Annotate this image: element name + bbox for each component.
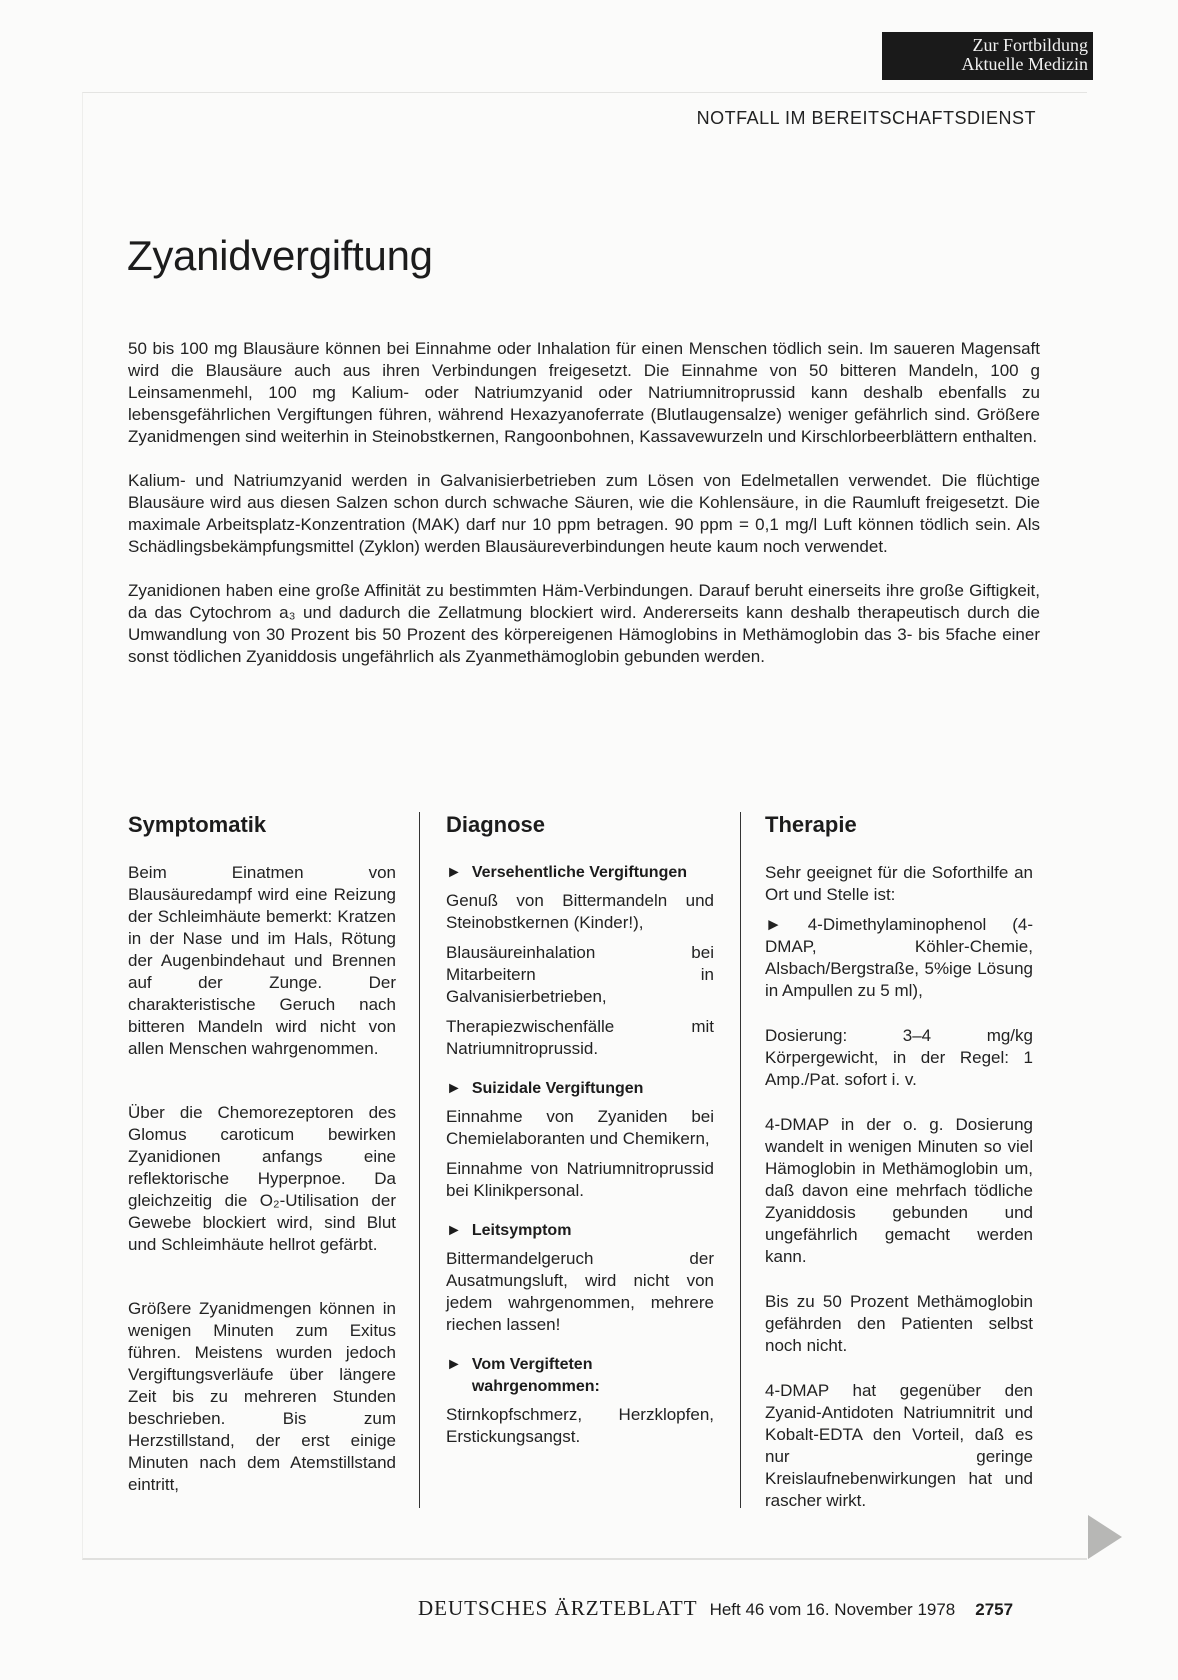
diagnose-item: Genuß von Bittermandeln und Steinobstkernen (Kinder!), — [446, 891, 714, 932]
diagnose-item: Einnahme von Natriumnitroprussid bei Klinikpersonal. — [446, 1159, 714, 1200]
symptomatik-paragraph: Beim Einatmen von Blausäuredampf wird eine Reizung der Schleimhäute bemerkt: Kratzen in der Nase und im Hals, Rötung der Augenbindehaut und Brennen auf der Zunge. Der charakteristische Geruch nach bitteren Mandeln wird nicht von allen Menschen wahrgenommen. — [128, 863, 396, 1058]
page-footer — [418, 1596, 1013, 1621]
diagnose-item: Stirnkopfschmerz, Herzklopfen, Erstickungsangst. — [446, 1405, 714, 1446]
therapie-paragraph: ► 4-Dimethylaminophenol (4-DMAP, Köhler-Chemie, Alsbach/Bergstraße, 5%ige Lösung in Ampullen zu 5 ml), — [765, 915, 1033, 1000]
intro-paragraph: Zyanidionen haben eine große Affinität zu bestimmten Häm-Verbindungen. Darauf beruht einerseits ihre große Giftigkeit, da das Cytochrom a₃ und dadurch die Zellatmung blockiert wird. Andererseits kann deshalb therapeutisch durch die Umwandlung von 30 Prozent bis 50 Prozent des körpereigenen Hämoglobins in Methämoglobin das 3- bis 5fache einer sonst tödlichen Zyaniddosis ungefährlich als Zyanmethämoglobin gebunden werden. — [128, 581, 1040, 666]
column-symptomatik — [128, 812, 396, 1538]
therapie-heading: Therapie — [765, 812, 857, 837]
column-divider — [419, 812, 420, 1508]
subheading-versehentlich — [446, 862, 714, 884]
diagnose-item: Einnahme von Zyaniden bei Chemielaboranten und Chemikern, — [446, 1107, 714, 1148]
diagnose-heading: Diagnose — [446, 812, 546, 837]
symptomatik-heading: Symptomatik — [128, 812, 267, 837]
intro-text — [128, 338, 1040, 690]
section-header: NOTFALL IM BEREITSCHAFTSDIENST — [696, 108, 1036, 128]
subheading-leitsymptom — [446, 1220, 714, 1242]
therapie-paragraph: Bis zu 50 Prozent Methämoglobin gefährden den Patienten selbst noch nicht. — [765, 1292, 1033, 1355]
badge-line-1: Zur Fortbildung — [972, 35, 1088, 55]
journal-name: DEUTSCHES ÄRZTEBLATT — [418, 1596, 698, 1620]
badge-line-2: Aktuelle Medizin — [961, 54, 1088, 74]
triangle-right-icon: ► — [446, 1222, 462, 1239]
continue-arrow-icon — [1088, 1515, 1122, 1559]
triangle-right-icon: ► — [446, 1356, 462, 1373]
page-number: 2757 — [975, 1600, 1014, 1619]
triangle-right-icon: ► — [446, 864, 462, 881]
symptomatik-paragraph: Über die Chemorezeptoren des Glomus caroticum bewirken Zyanidionen anfangs eine reflektorische Hyperpnoe. Da gleichzeitig die O₂-Utilisation der Gewebe blockiert wird, sind Blut und Schleimhäute hellrot gefärbt. — [128, 1103, 396, 1254]
article-title: Zyanidvergiftung — [127, 232, 433, 279]
therapie-paragraph: Sehr geeignet für die Soforthilfe an Ort und Stelle ist: — [765, 863, 1033, 904]
category-badge — [882, 32, 1093, 80]
subheading-label: Versehentliche Vergiftungen — [471, 864, 688, 881]
subheading-wahrgenommen — [446, 1354, 714, 1398]
column-therapie — [765, 812, 1033, 1535]
triangle-right-icon: ► — [446, 1080, 462, 1097]
diagnose-item: Bittermandelgeruch der Ausatmungsluft, wird nicht von jedem wahrgenommen, mehrere riechen lassen! — [446, 1249, 714, 1334]
diagnose-item: Blausäureinhalation bei Mitarbeitern in Galvanisierbetrieben, — [446, 943, 714, 1006]
therapie-paragraph: 4-DMAP in der o. g. Dosierung wandelt in wenigen Minuten so viel Hämoglobin in Methämoglobin um, daß davon eine mehrfach tödliche Zyaniddosis gebunden und ungefährlich gemacht werden kann. — [765, 1115, 1033, 1266]
subheading-suizidal — [446, 1078, 714, 1100]
issue-info: Heft 46 vom 16. November 1978 — [709, 1600, 956, 1619]
symptomatik-paragraph: Größere Zyanidmengen können in wenigen Minuten zum Exitus führen. Meistens wurden jedoch Vergiftungsverläufe über längere Zeit bis zu mehreren Stunden beschrieben. Bis zum Herzstillstand, der erst einige Minuten nach dem Atemstillstand eintritt, — [128, 1299, 396, 1494]
intro-paragraph: 50 bis 100 mg Blausäure können bei Einnahme oder Inhalation für einen Menschen tödlich sein. Im saueren Magensaft wird die Blausäure auch aus ihren Verbindungen freigesetzt. Die Einnahme von 50 bitteren Mandeln, 100 g Leinsamenmehl, 100 mg Kalium- oder Natriumzyanid oder Natriumnitroprussid kann deshalb ebenfalls zu lebensgefährlichen Vergiftungen führen, während Hexazyanoferrate (Blutlaugensalze) weniger gefährlich sind. Größere Zyanidmengen sind weiterhin in Steinobstkernen, Rangoonbohnen, Kassavewurzeln und Kirschlorbeerblättern enthalten. — [128, 339, 1040, 446]
subheading-label: Leitsymptom — [471, 1222, 572, 1239]
column-divider — [740, 812, 741, 1508]
diagnose-item: Therapiezwischenfälle mit Natriumnitroprussid. — [446, 1017, 714, 1058]
therapie-paragraph: Dosierung: 3–4 mg/kg Körpergewicht, in der Regel: 1 Amp./Pat. sofort i. v. — [765, 1026, 1033, 1089]
column-diagnose — [446, 812, 714, 1456]
subheading-label: Vom Vergifteten wahrgenommen: — [471, 1356, 600, 1395]
intro-paragraph: Kalium- und Natriumzyanid werden in Galvanisierbetrieben zum Lösen von Edelmetallen verwendet. Die flüchtige Blausäure wird aus diesen Salzen schon durch schwache Säuren, wie die Kohlensäure, in die Raumluft freigesetzt. Die maximale Arbeitsplatz-Konzentration (MAK) darf nur 10 ppm betragen. 90 ppm = 0,1 mg/l Luft können tödlich sein. Als Schädlingsbekämpfungsmittel (Zyklon) werden Blausäureverbindungen heute kaum noch verwendet. — [128, 471, 1040, 556]
subheading-label: Suizidale Vergiftungen — [471, 1080, 644, 1097]
therapie-paragraph: 4-DMAP hat gegenüber den Zyanid-Antidoten Natriumnitrit und Kobalt-EDTA den Vorteil, daß es nur geringe Kreislaufnebenwirkungen hat und rascher wirkt. — [765, 1381, 1033, 1510]
